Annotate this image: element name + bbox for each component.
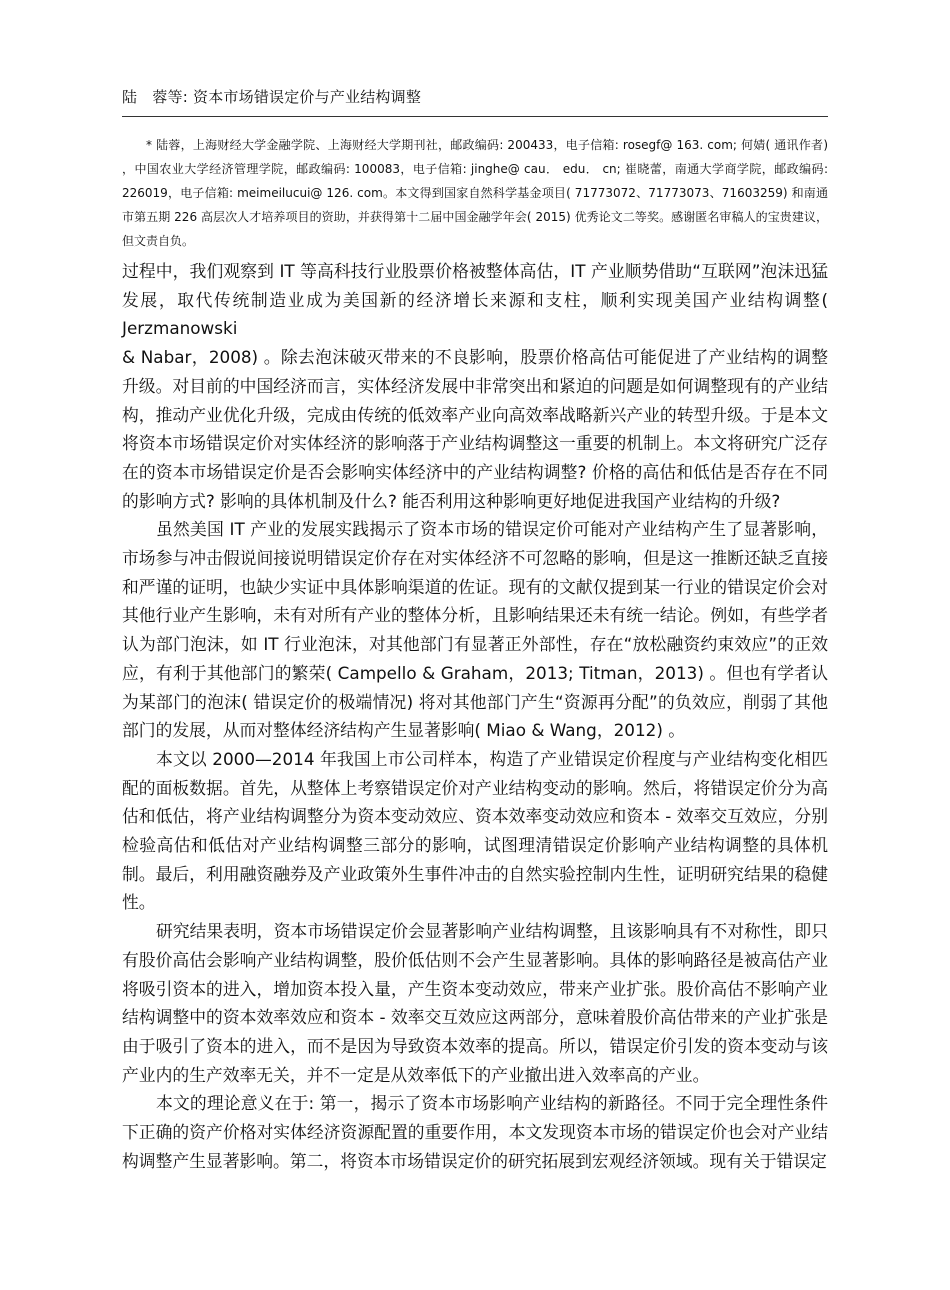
header-divider xyxy=(122,116,828,117)
author-footnote: * 陆蓉，上海财经大学金融学院、上海财经大学期刊社，邮政编码: 200433，电子信箱: rosegf@ 163. com; 何婧( 通讯作者) ，中国农业大学经济管理学院，邮政编码: 100083，电子信箱: jinghe@ cau． edu． cn; 崔晓蕾，南通大学商学院，邮政编码: 226019，电子信箱: meimeilucui@ 126. com。本文得到国家自然科学基金项目( 71773072、71773073、71603259) 和南通市第五期 226 高层次人才培养项目的资助，并获得第十二届中国金融学年会( 2015) 优秀论文二等奖。感谢匿名审稿人的宝贵建议，但文责自负。 xyxy=(122,138,828,248)
running-header: 陆 蓉等: 资本市场错误定价与产业结构调整 xyxy=(122,88,422,106)
body-paragraph: 本文的理论意义在于: 第一，揭示了资本市场影响产业结构的新路径。不同于完全理性条件下正确的资产价格对实体经济资源配置的重要作用，本文发现资本市场的错误定价也会对产业结构调整产生显著影响。第二，将资本市场错误定价的研究拓展到宏观经济领域。现有关于错误定 xyxy=(122,1093,828,1171)
body-paragraph-continued: 过程中，我们观察到 IT 等高科技行业股票价格被整体高估，IT 产业顺势借助“互联网”泡沫迅猛发展，取代传统制造业成为美国新的经济增长来源和支柱，顺利实现美国产业结构调整( Jerzmanowski xyxy=(122,261,828,339)
body-paragraph: 虽然美国 IT 产业的发展实践揭示了资本市场的错误定价可能对产业结构产生了显著影响，市场参与冲击假说间接说明错误定价存在对实体经济不可忽略的影响，但是这一推断还缺乏直接和严谨的证明，也缺少实证中具体影响渠道的佐证。现有的文献仅提到某一行业的错误定价会对其他行业产生影响，未有对所有产业的整体分析，且影响结果还未有统一结论。例如，有些学者认为部门泡沫，如 IT 行业泡沫，对其他部门有显著正外部性，存在“放松融资约束效应”的正效应，有利于其他部门的繁荣( Campello & Graham，2013; Titman，2013) 。但也有学者认为某部门的泡沫( 错误定价的极端情况) 将对其他部门产生“资源再分配”的负效应，削弱了其他部门的发展，从而对整体经济结构产生显著影响( Miao & Wang，2012) 。 xyxy=(122,519,828,741)
body-paragraph-continued: & Nabar，2008) 。除去泡沫破灭带来的不良影响，股票价格高估可能促进了产业结构的调整升级。对目前的中国经济而言，实体经济发展中非常突出和紧迫的问题是如何调整现有的产业结构，推动产业优化升级，完成由传统的低效率产业向高效率战略新兴产业的转型升级。于是本文将资本市场错误定价对实体经济的影响落于产业结构调整这一重要的机制上。本文将研究广泛存在的资本市场错误定价是否会影响实体经济中的产业结构调整? 价格的高估和低估是否存在不同的影响方式? 影响的具体机制及什么? 能否利用这种影响更好地促进我国产业结构的升级? xyxy=(122,347,828,511)
body-text xyxy=(122,257,828,1176)
body-paragraph: 本文以 2000—2014 年我国上市公司样本，构造了产业错误定价程度与产业结构变化相匹配的面板数据。首先，从整体上考察错误定价对产业结构变动的影响。然后，将错误定价分为高估和低估，将产业结构调整分为资本变动效应、资本效率变动效应和资本 - 效率交互效应，分别检验高估和低估对产业结构调整三部分的影响，试图理清错误定价影响产业结构调整的具体机制。最后，利用融资融券及产业政策外生事件冲击的自然实验控制内生性，证明研究结果的稳健性。 xyxy=(122,748,828,913)
body-paragraph: 研究结果表明，资本市场错误定价会显著影响产业结构调整，且该影响具有不对称性，即只有股价高估会影响产业结构调整，股价低估则不会产生显著影响。具体的影响路径是被高估产业将吸引资本的进入，增加资本投入量，产生资本变动效应，带来产业扩张。股价高估不影响产业结构调整中的资本效率效应和资本 - 效率交互效应这两部分，意味着股价高估带来的产业扩张是由于吸引了资本的进入，而不是因为导致资本效率的提高。所以，错误定价引发的资本变动与该产业内的生产效率无关，并不一定是从效率低下的产业撤出进入效率高的产业。 xyxy=(122,921,828,1085)
